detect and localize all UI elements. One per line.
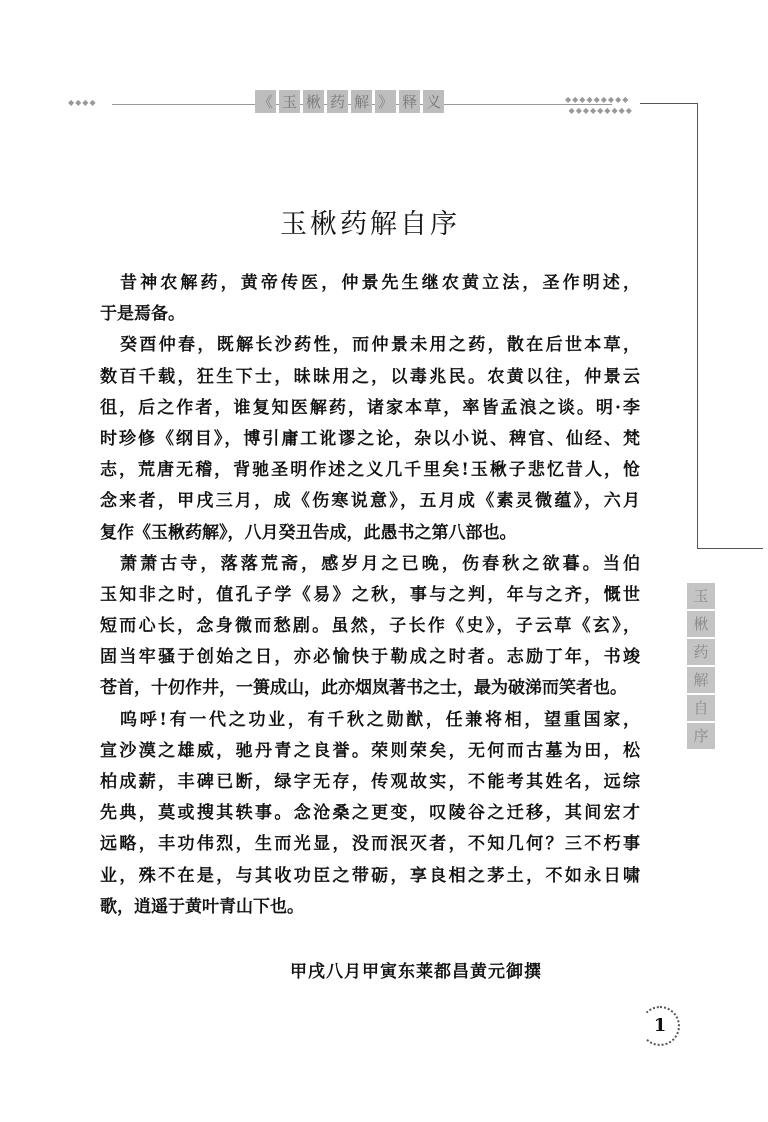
paragraph-2-line: 时珍修《纲目》，博引庸工讹谬之论，杂以小说、稗官、仙经、梵: [100, 428, 640, 449]
side-tab-char: 自: [687, 695, 715, 721]
running-title-char: 药: [327, 90, 348, 113]
paragraph-4-line: 宣沙漠之雄威，驰丹青之良誉。荣则荣矣，无何而古墓为田，松: [100, 740, 640, 761]
side-tab-char: 药: [687, 639, 715, 665]
preface-body: [100, 268, 640, 923]
running-title-char: 楸: [303, 90, 324, 113]
page-number: 1: [640, 1006, 680, 1046]
running-title-char: 玉: [279, 90, 300, 113]
frame-rule-bottom: [697, 548, 763, 549]
paragraph-3-line: 短而心长，念身微而愁剧。虽然，子长作《史》，子云草《玄》，: [100, 616, 640, 637]
running-title-char: 义: [423, 90, 444, 113]
side-chapter-tab: [687, 583, 715, 749]
paragraph-4-line: 业，殊不在是，与其收功臣之带砺，享良相之茅土，不如永日啸: [100, 865, 640, 886]
running-title-char: 释: [399, 90, 420, 113]
paragraph-2-line: 癸酉仲春，既解长沙药性，而仲景未用之药，散在后世本草，: [120, 335, 640, 356]
side-tab-char: 玉: [687, 583, 715, 609]
paragraph-4-line: 柏成薪，丰碑已断，绿字无存，传观故实，不能考其姓名，远综: [100, 772, 640, 792]
running-title-char: 解: [351, 90, 372, 113]
running-title-char: 《: [255, 90, 276, 113]
paragraph-4-line: 呜呼!有一代之功业，有千秋之勋猷，任兼将相，望重国家，: [120, 709, 640, 730]
paragraph-2-line: 数百千载，狂生下士，昧昧用之，以毒兆民。农黄以往，仲景云: [100, 366, 640, 387]
frame-rule-vertical: [697, 103, 698, 549]
running-title-char: 》: [375, 90, 396, 113]
header-ornament-right: ◆◆◆◆◆◆◆◆◆ ◆◆◆◆◆◆◆◆◆: [565, 95, 633, 115]
paragraph-2-line: 徂，后之作者，谁复知医解药，诸家本草，率皆孟浪之谈。明·李: [100, 397, 640, 418]
frame-rule-top: [640, 103, 697, 104]
paragraph-2-line: 念来者，甲戌三月，成《伤寒说意》，五月成《素灵微蕴》，六月: [100, 491, 640, 512]
paragraph-3-line: 玉知非之时，值孔子学《易》之秋，事与之判，年与之齐，慨世: [100, 584, 640, 605]
paragraph-3-line: 固当牢骚于创始之日，亦必愉快于勒成之时者。志励丁年，书竣: [100, 647, 640, 668]
paragraph-4-line: 歌，逍遥于黄叶青山下也。: [100, 896, 304, 917]
paragraph-1-line: 于是焉备。: [100, 304, 185, 325]
paragraph-1-line: 昔神农解药，黄帝传医，仲景先生继农黄立法，圣作明述，: [120, 273, 640, 293]
paragraph-4-line: 先典，莫或搜其轶事。念沧桑之更变，叹陵谷之迁移，其间宏才: [100, 803, 640, 824]
running-title: [255, 90, 444, 113]
header-ornament-left: ◆◆◆◆: [68, 98, 97, 107]
paragraph-3-line: 萧萧古寺，落落荒斋，感岁月之已晚，伤春秋之欲暮。当伯: [120, 553, 640, 574]
signature: 甲戌八月甲寅东莱都昌黄元御撰: [290, 962, 542, 982]
paragraph-2-line: 复作《玉楸药解》，八月癸丑告成，此愚书之第八部也。: [100, 522, 517, 543]
paragraph-4-line: 远略，丰功伟烈，生而光显，没而泯灭者，不知几何？三不朽事: [100, 834, 640, 855]
paragraph-2-line: 志，荒唐无稽，背驰圣明作述之义几千里矣!玉楸子悲忆昔人，怆: [100, 460, 640, 481]
paragraph-3-line: 苍首，十仞作井，一篑成山，此亦烟岚著书之士，最为破涕而笑者也。: [100, 678, 627, 699]
side-tab-char: 序: [687, 723, 715, 749]
page-title: 玉楸药解自序: [280, 209, 460, 240]
side-tab-char: 解: [687, 667, 715, 693]
side-tab-char: 楸: [687, 611, 715, 637]
